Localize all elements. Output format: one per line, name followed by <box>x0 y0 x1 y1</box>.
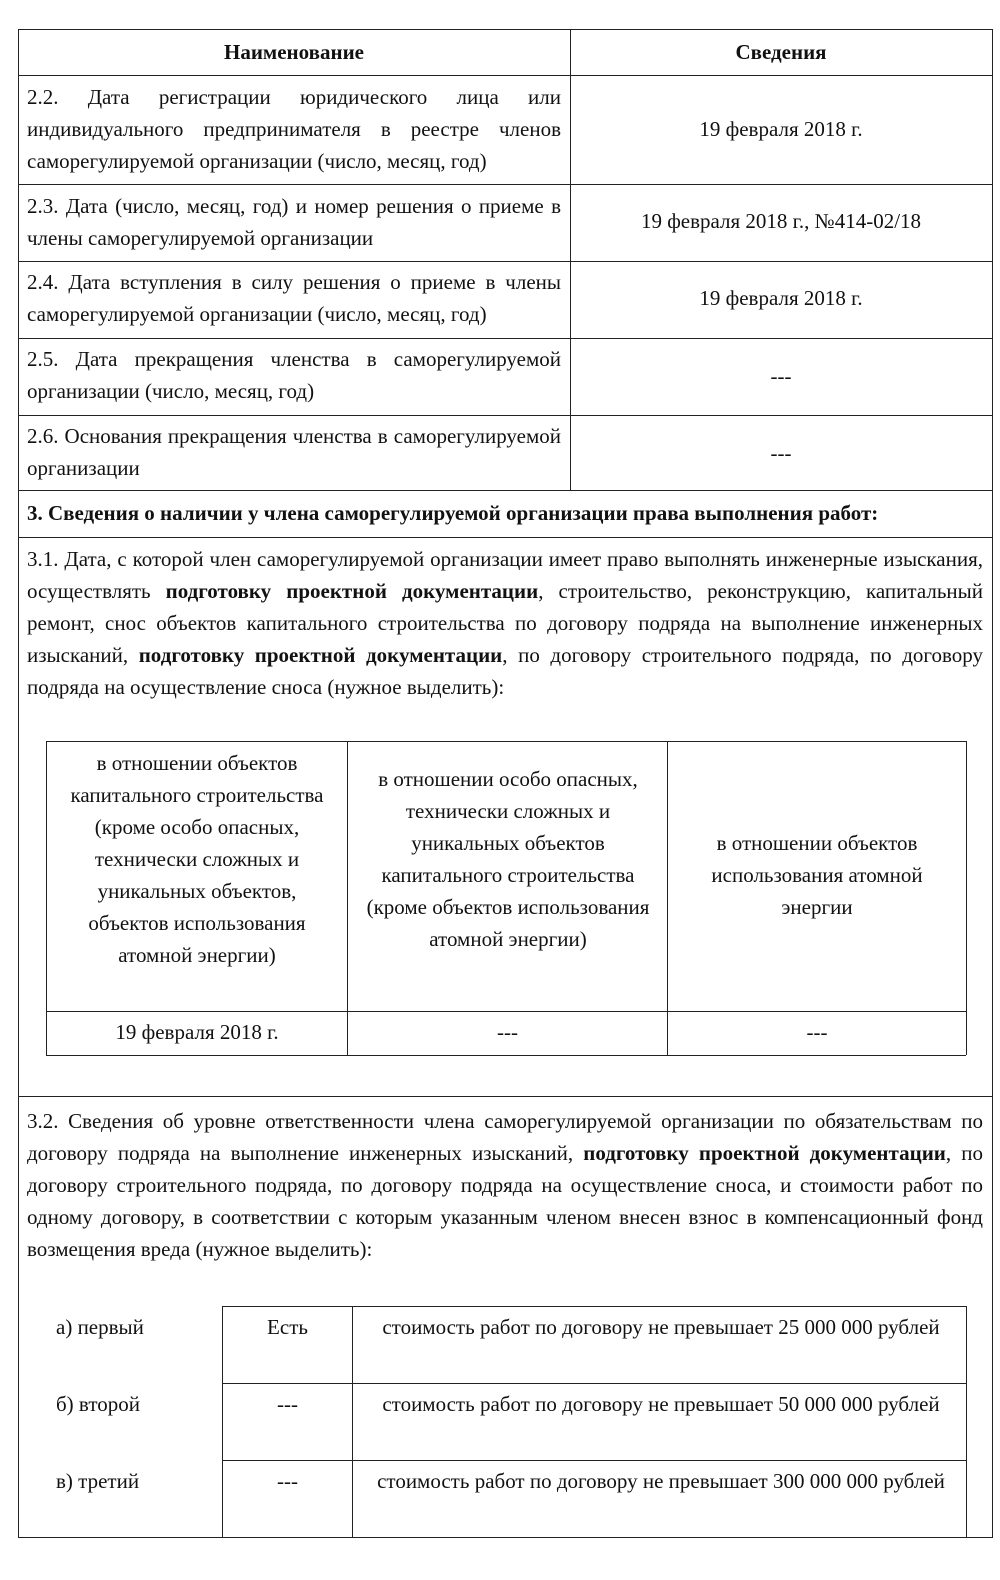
table-top-border <box>18 29 993 30</box>
row-divider <box>18 537 993 538</box>
level-text-second: стоимость работ по договору не превышает 50 000 000 рублей <box>382 1392 940 1416</box>
rights-table-div1 <box>347 741 348 1055</box>
row-divider <box>18 1096 993 1097</box>
rights-header-dangerous: в отношении особо опасных, технически сложных и уникальных объектов капитального строительства (кроме объектов использования атомной энергии) <box>366 767 650 951</box>
level-text-first: стоимость работ по договору не превышает 25 000 000 рублей <box>382 1315 940 1339</box>
level-mark-third: --- <box>277 1469 298 1493</box>
level-mark-first: Есть <box>267 1315 308 1339</box>
paragraph-3-2 <box>27 1105 983 1265</box>
table-right-border <box>992 29 993 1537</box>
p32-bold-1: подготовку проектной документации <box>583 1141 946 1165</box>
p31-text-1: 3.1. Дата, с которой член саморегулируемой организации имеет право выполнять инженерные изыскания, осуществлять <box>27 547 983 603</box>
levels-table-div <box>352 1306 353 1537</box>
row-2-3-value: 19 февраля 2018 г., №414-02/18 <box>640 209 922 233</box>
level-mark-second: --- <box>277 1392 298 1416</box>
row-2-4-name: 2.4. Дата вступления в силу решения о приеме в члены саморегулируемой организации (число, месяц, год) <box>27 270 561 326</box>
p31-text-3: , по договору строительного подряда, по договору подряда на осуществление сноса (нужное выделить): <box>27 643 984 699</box>
p32-text-2: , по договору строительного подряда, по договору подряда на осуществление сноса, и стоимости работ по одному договору, в соответствии с которым указанным членом внесен взнос в компенсационный фонд возмещения вреда (нужное выделить): <box>27 1141 983 1261</box>
paragraph-3-1 <box>27 543 983 703</box>
rights-table-left <box>46 741 47 1055</box>
table-left-border <box>18 29 19 1537</box>
header-name: Наименование <box>224 40 364 64</box>
levels-table-bottom <box>222 1537 966 1538</box>
row-divider <box>18 75 993 76</box>
row-2-6-name: 2.6. Основания прекращения членства в саморегулируемой организации <box>27 424 561 480</box>
row-2-5-value: --- <box>770 364 792 388</box>
rights-value-dangerous: --- <box>497 1020 518 1044</box>
column-divider <box>570 29 571 490</box>
row-divider <box>18 261 993 262</box>
levels-table-row <box>222 1460 966 1461</box>
rights-table-bottom <box>46 1055 966 1056</box>
row-divider <box>18 415 993 416</box>
rights-table-right <box>966 741 967 1055</box>
levels-table-row <box>222 1383 966 1384</box>
row-2-5-name: 2.5. Дата прекращения членства в саморегулируемой организации (число, месяц, год) <box>27 347 561 403</box>
row-2-2-name: 2.2. Дата регистрации юридического лица или индивидуального предпринимателя в реестре членов саморегулируемой организации (число, месяц, год) <box>27 85 561 173</box>
levels-table-top <box>222 1306 966 1307</box>
level-text-third: стоимость работ по договору не превышает 300 000 000 рублей <box>377 1469 945 1493</box>
row-2-2-value: 19 февраля 2018 г. <box>699 117 863 141</box>
rights-value-nuclear: --- <box>806 1020 828 1044</box>
section-3-heading: 3. Сведения о наличии у члена саморегулируемой организации права выполнения работ: <box>27 501 879 525</box>
p31-bold-2: подготовку проектной документации <box>138 643 503 667</box>
level-label-second: б) второй <box>56 1392 140 1416</box>
rights-table-div2 <box>667 741 668 1055</box>
header-info: Сведения <box>735 40 827 64</box>
row-divider <box>18 338 993 339</box>
p32-text-1: 3.2. Сведения об уровне ответственности члена саморегулируемой организации по обязательствам по договору подряда на выполнение инженерных изысканий, <box>27 1109 983 1165</box>
row-divider <box>18 490 993 491</box>
level-label-third: в) третий <box>56 1469 140 1493</box>
rights-table-top <box>46 741 966 742</box>
rights-header-nuclear: в отношении объектов использования атомной энергии <box>711 831 923 919</box>
row-2-3-name: 2.3. Дата (число, месяц, год) и номер решения о приеме в члены саморегулируемой организации <box>27 194 561 250</box>
rights-table-mid <box>46 1011 966 1012</box>
row-2-6-value: --- <box>770 441 792 465</box>
p31-text-2: , строительство, реконструкцию, капитальный ремонт, снос объектов капитального строительства по договору подряда на выполнение инженерных изысканий, <box>27 579 983 667</box>
row-divider <box>18 184 993 185</box>
rights-value-regular: 19 февраля 2018 г. <box>115 1020 279 1044</box>
row-2-4-value: 19 февраля 2018 г. <box>699 286 863 310</box>
level-label-first: а) первый <box>56 1315 144 1339</box>
rights-header-regular: в отношении объектов капитального строительства (кроме особо опасных, технически сложных и уникальных объектов, объектов использования атомной энергии) <box>70 751 324 967</box>
levels-table-right <box>966 1306 967 1537</box>
p31-bold-1: подготовку проектной документации <box>165 579 539 603</box>
